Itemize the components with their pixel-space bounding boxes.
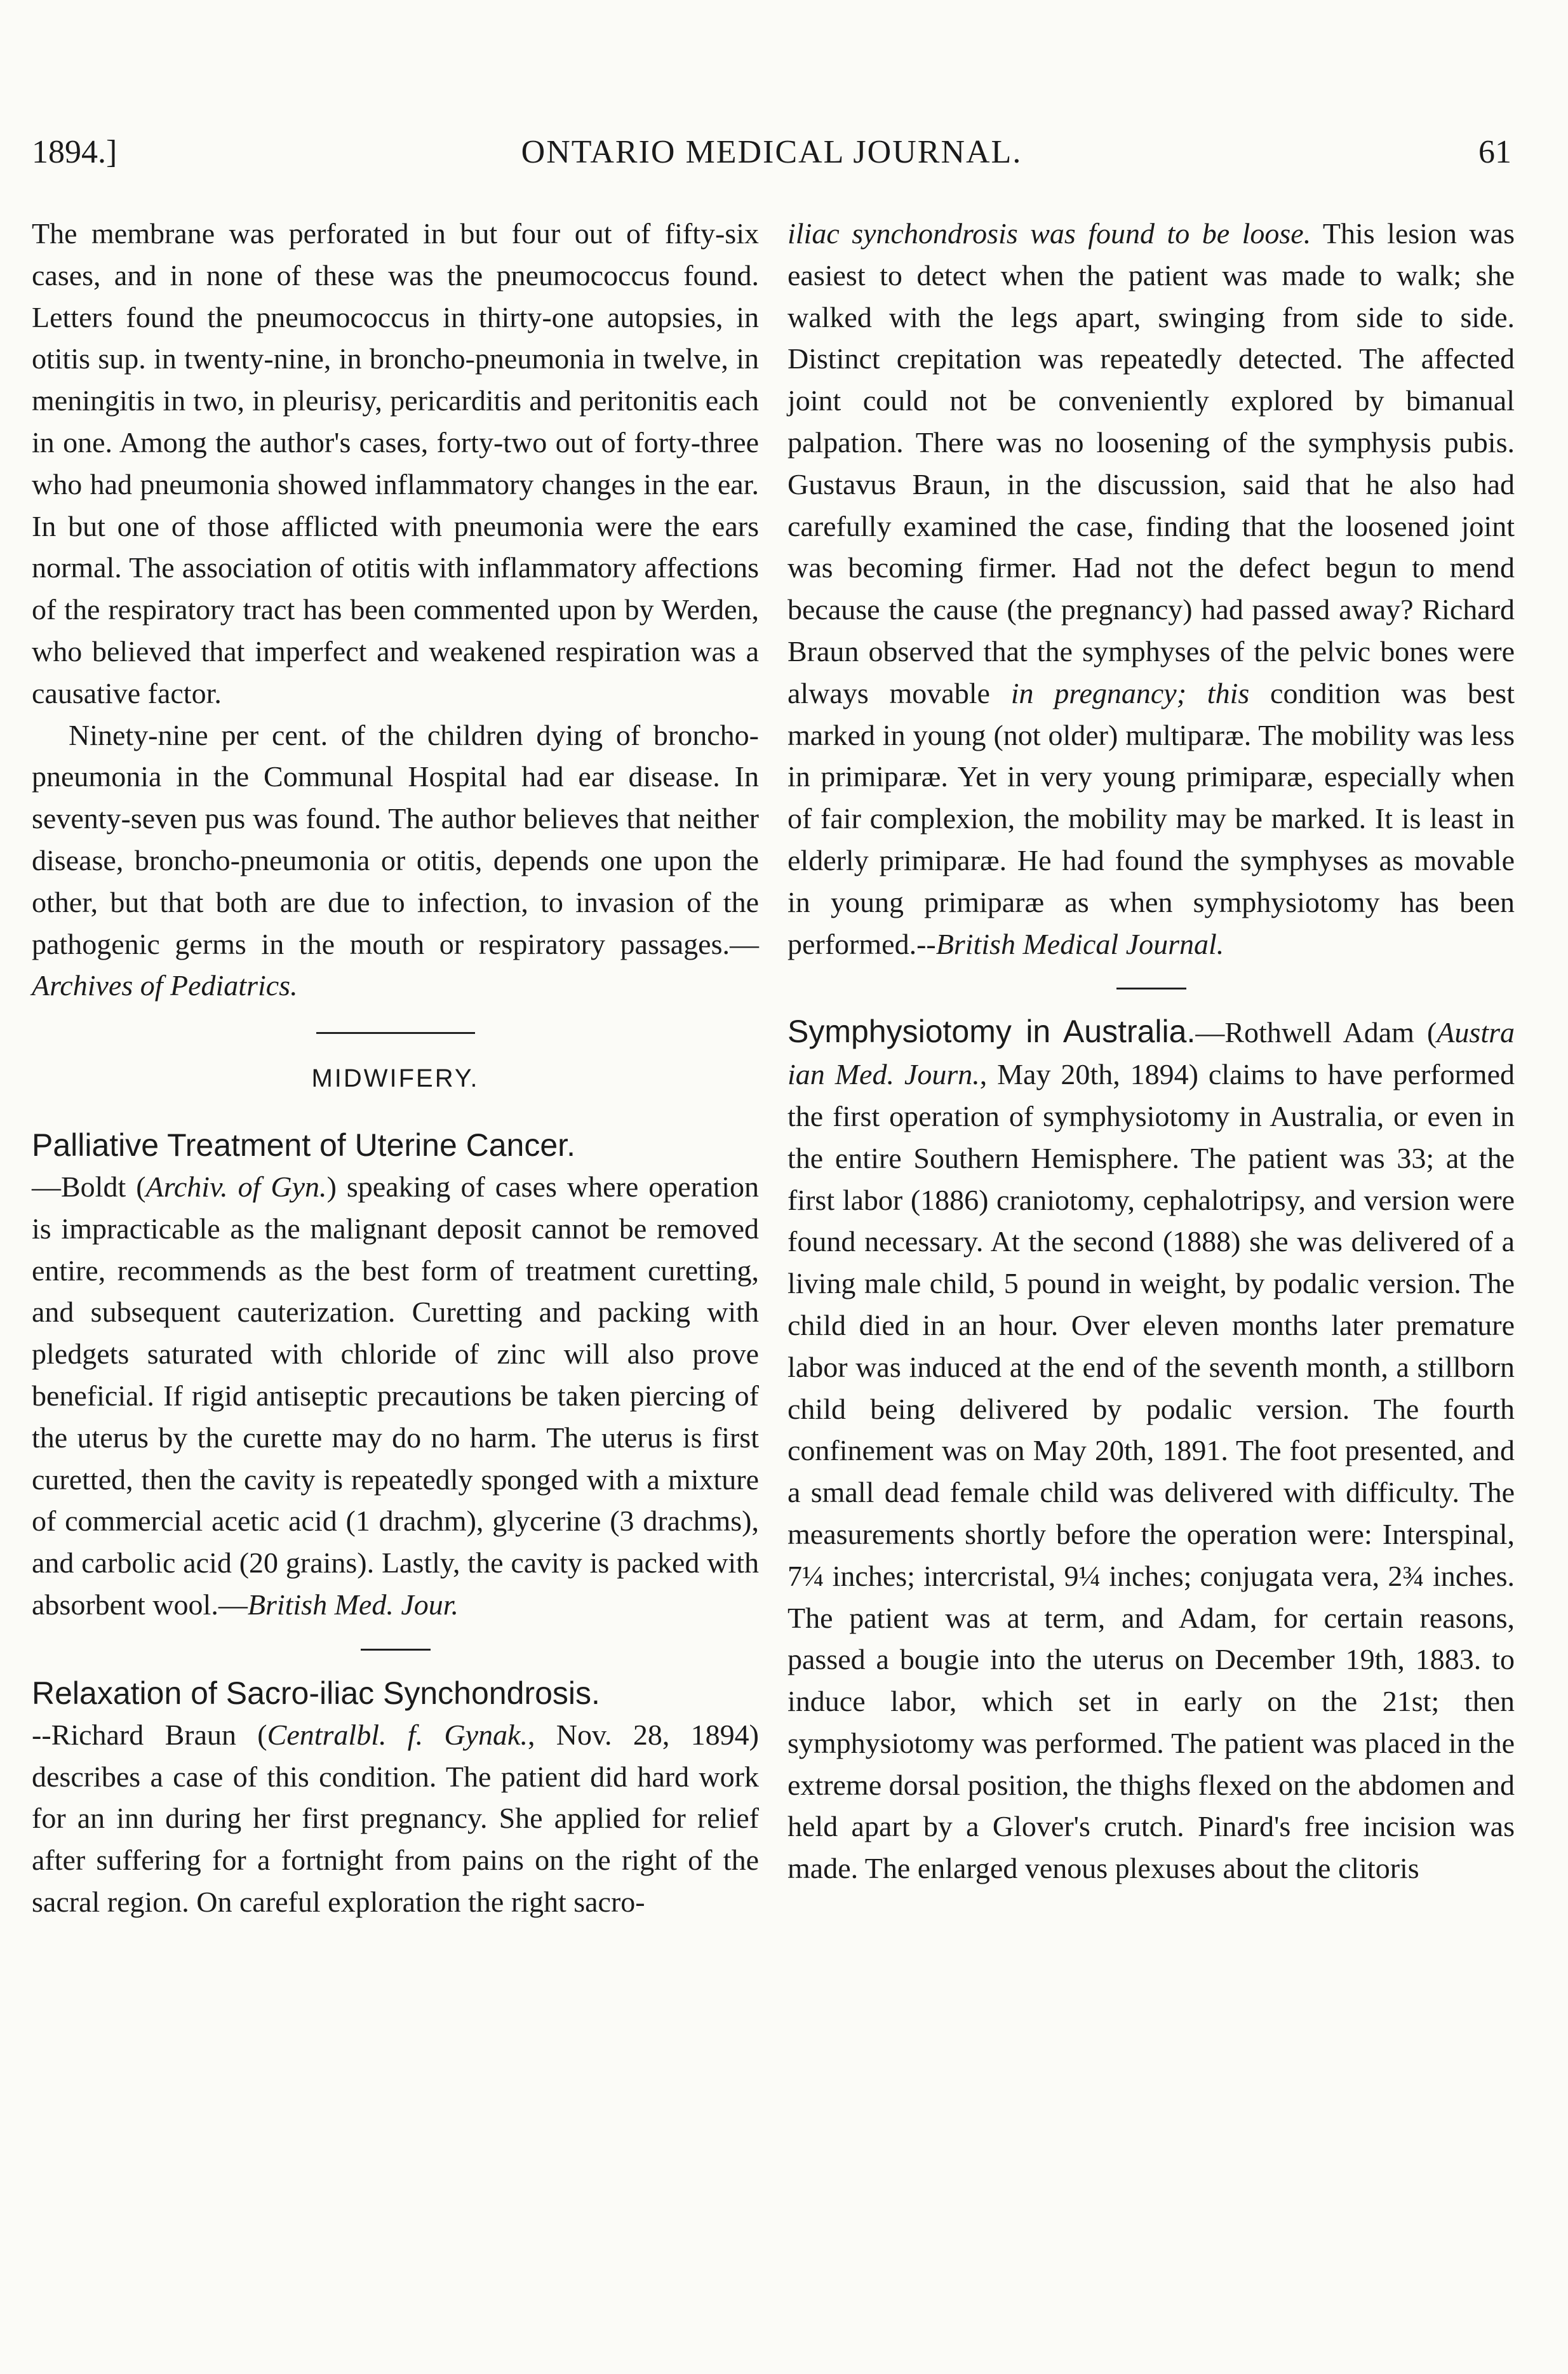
article-2-text: , Nov. 28, 1894) describes a case of this condition. The patient did hard work for an inn during her first pregnancy. She applied for relief after suffering for a fortnight from pains on the right of the sacral region. On careful exploration the right sacro- [32,1718,759,1918]
intro-paragraph-2-text: Ninety-nine per cent. of the children dying of broncho-pneumonia in the Communal Hospital had ear disease. In seventy-seven pus was found. The author believes that neither disease, broncho-pneumonia or otitis, depends one upon the other, but that both are due to infection, to invasion of the pathogenic germs in the mouth or respiratory passages.— [32,718,759,960]
article-2-source: Centralbl. f. Gynak. [267,1718,528,1751]
continuation-paragraph [787,213,1515,965]
continuation-citation: British Medical Journal. [935,927,1224,960]
article-3-title: Symphysiotomy in Australia. [787,1014,1196,1050]
intro-paragraph-1: The membrane was perforated in but four out of fifty-six cases, and in none of these was the pneumococcus found. Letters found the pneumococcus in thirty-one autopsies, in otitis sup. in twenty-nine, in broncho-pneumonia in twelve, in meningitis in two, in pleurisy, pericarditis and peritonitis each in one. Among the author's cases, forty-two out of forty-three who had pneumonia showed inflammatory changes in the ear. In but one of those afflicted with pneumonia were the ears normal. The association of otitis with inflammatory affections of the respiratory tract has been commented upon by Werden, who believed that imperfect and weakened respiration was a causative factor. [32,217,759,709]
continuation-italic-2: in pregnancy; this [1010,676,1250,709]
article-3-source: Austra ian Med. Journ. [787,1016,1515,1091]
article-3-author: —Rothwell Adam ( [1195,1016,1437,1049]
article-2-body [32,1714,759,1923]
page-header [32,133,1511,178]
article-3-text: , May 20th, 1894) claims to have performed the first operation of symphysiotomy in Australia, or even in the entire Southern Hemisphere. The patient was 33; at the first labor (1886) craniotomy, cephalotripsy, and version were found necessary. At the second (1888) she was delivered of a living male child, 5 pound in weight, by podalic version. The child died in an hour. Over eleven months later premature labor was induced at the end of the seventh month, a stillborn child being delivered by podalic version. The fourth confinement was on May 20th, 1891. The foot presented, and a small dead female child was delivered with difficulty. The measurements shortly before the operation were: Interspinal, 7¼ inches; intercristal, 9¼ inches; conjugata vera, 2¾ inches. The patient was at term, and Adam, for certain reasons, passed a bougie into the uterus on December 19th, 1883. to induce labor, which set in early on the 21st; then symphysiotomy was performed. The patient was placed in the extreme dorsal position, the thighs flexed on the abdomen and held apart by a Glover's crutch. Pinard's free incision was made. The enlarged venous plexuses about the clitoris [787,1058,1515,1885]
journal-title: ONTARIO MEDICAL JOURNAL. [521,134,1022,170]
article-3-body [787,1011,1515,1889]
intro-citation: Archives of Pediatrics. [32,969,298,1002]
article-1-text: ) speaking of cases where operation is impracticable as the malignant deposit cannot be removed entire, recommends as the best form of treatment curetting, and subsequent cauterization. Curetting and packing with pledgets saturated with chloride of zinc will also prove beneficial. If rigid antiseptic precautions be taken piercing of the uterus by the curette may do no harm. The uterus is first curetted, then the cavity is repeatedly sponged with a mixture of commercial acetic acid (1 drachm), glycerine (3 drachms), and carbolic acid (20 grains). Lastly, the cavity is packed with absorbent wool.— [32,1170,759,1621]
page-number: 61 [1478,134,1511,170]
intro-paragraph-2 [32,714,759,1007]
continuation-italic: iliac synchondrosis was found to be loose. [787,217,1311,250]
article-2-title: Relaxation of Sacro-iliac Synchondrosis. [32,1675,600,1711]
article-2-author: --Richard Braun ( [32,1718,267,1751]
continuation-text: This lesion was easiest to detect when the patient was made to walk; she walked with the legs apart, swinging from side to side. Distinct crepitation was repeatedly detected. The affected joint could not be conveniently explored by bimanual palpation. There was no loosening of the symphysis pubis. Gustavus Braun, in the discussion, said that he also had carefully examined the case, finding that the loosened joint was becoming firmer. Had not the defect begun to mend because the cause (the pregnancy) had passed away? Richard Braun observed that the symphyses of the pelvic bones were always movable [787,217,1515,709]
article-1-author: —Boldt ( [32,1170,146,1203]
article-1-source: Archiv. of Gyn. [145,1170,327,1203]
header-year: 1894.] [32,134,117,170]
section-divider [316,1032,475,1034]
continuation-text-2: condition was best marked in young (not older) multiparæ. The mobility was less in primiparæ. Yet in very young primiparæ, especially when of fair complexion, the mobility may be marked. It is least in elderly primiparæ. He had found the symphyses as movable in young primiparæ as when symphysiotomy has been performed.-- [787,676,1515,960]
article-divider [361,1649,431,1651]
right-column [787,213,1515,1889]
left-column [32,213,759,1923]
article-1-citation: British Med. Jour. [247,1588,459,1621]
article-1-title: Palliative Treatment of Uterine Cancer. [32,1127,575,1163]
section-title: MIDWIFERY. [311,1064,479,1093]
article-divider [1116,988,1186,989]
article-1-body [32,1166,759,1626]
